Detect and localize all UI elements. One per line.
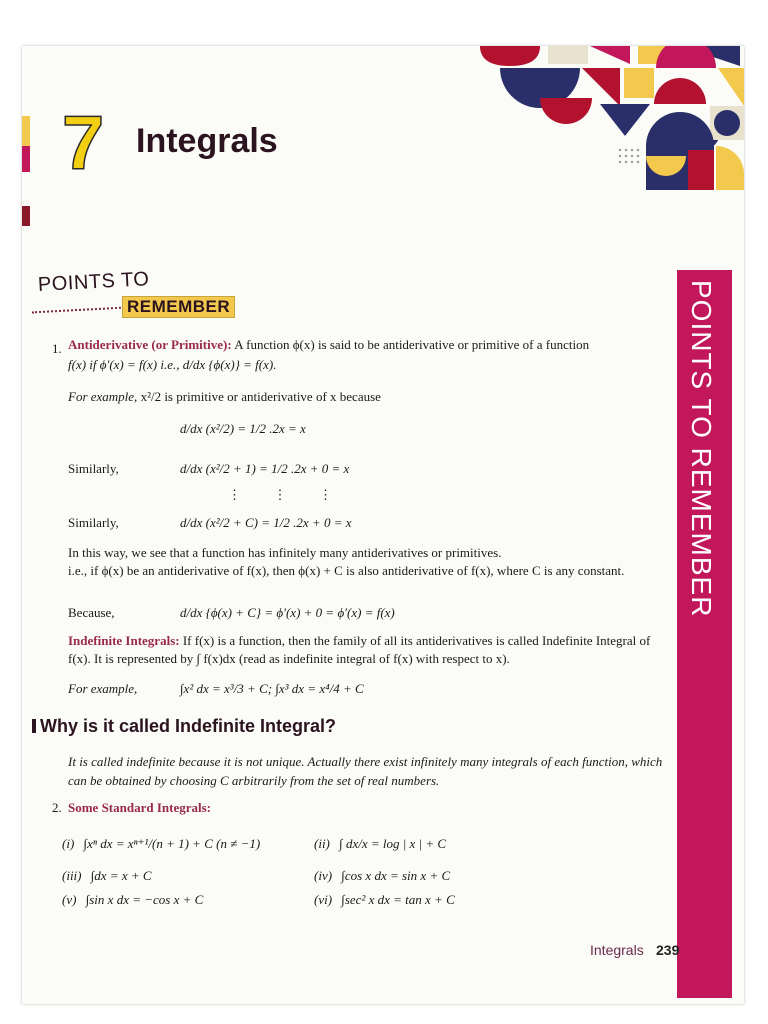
page-number: 239 bbox=[656, 942, 680, 958]
similarly-label-1: Similarly, bbox=[68, 461, 119, 476]
formula-expression: ∫sec² x dx = tan x + C bbox=[341, 892, 455, 907]
formula-label: (i) bbox=[62, 836, 75, 851]
infinite-antiderivatives-text: In this way, we see that a function has infinitely many antiderivatives or primitives. bbox=[68, 545, 502, 560]
edge-color-strip bbox=[22, 106, 30, 256]
example-label: For example, bbox=[68, 389, 138, 404]
footer-chapter-label: Integrals bbox=[590, 942, 644, 958]
because-label: Because, bbox=[68, 605, 115, 620]
item1-number: 1. bbox=[52, 341, 62, 356]
example2-label: For example, bbox=[68, 681, 138, 696]
formula-label: (iv) bbox=[314, 868, 333, 883]
antiderivative-definition: f(x) if ϕ′(x) = f(x) i.e., d/dx {ϕ(x)} = f(x). bbox=[68, 357, 277, 372]
formula-label: (vi) bbox=[314, 892, 333, 907]
remember-badge: REMEMBER bbox=[122, 296, 235, 318]
ie-text: i.e., if ϕ(x) be an antiderivative of f(x), then ϕ(x) + C is also antiderivative of f(x), where C is any constant. bbox=[68, 563, 625, 578]
why-body: It is called indefinite because it is not unique. Actually there exist infinitely many integrals of each function, which can be obtained by choosing C arbitrarily from the set of real numbers. bbox=[68, 754, 663, 788]
formula-expression: ∫dx = x + C bbox=[90, 868, 152, 883]
formula-expression: ∫cos x dx = sin x + C bbox=[341, 868, 451, 883]
equation-2: d/dx (x²/2 + 1) = 1/2 .2x + 0 = x bbox=[180, 461, 350, 476]
why-heading bbox=[32, 716, 336, 737]
formula-item bbox=[62, 868, 152, 884]
formula-expression: ∫ dx/x = log | x | + C bbox=[339, 836, 447, 851]
why-bullet-icon bbox=[32, 719, 36, 733]
formula-label: (v) bbox=[62, 892, 77, 907]
formula-item bbox=[62, 892, 203, 908]
indefinite-heading: Indefinite Integrals: bbox=[68, 633, 180, 648]
textbook-page bbox=[22, 46, 744, 1004]
formula-item bbox=[62, 836, 260, 852]
geometric-decoration bbox=[470, 46, 744, 194]
antiderivative-heading: Antiderivative (or Primitive): bbox=[68, 337, 232, 352]
indefinite-text: If f(x) is a function, then the family of all its antiderivatives is called Indefinite Integral of f(x). It is represented by ∫ f(x)dx (read as indefinite integral of f(x) with respect to x). bbox=[68, 633, 651, 666]
vertical-dots: ⋮ ⋮ ⋮ bbox=[228, 487, 332, 502]
formula-item bbox=[314, 836, 446, 852]
similarly-label-2: Similarly, bbox=[68, 515, 119, 530]
equation-1: d/dx (x²/2) = 1/2 .2x = x bbox=[180, 421, 306, 436]
points-to-heading: POINTS TO bbox=[37, 268, 150, 296]
formula-label: (iii) bbox=[62, 868, 82, 883]
equation-3: d/dx (x²/2 + C) = 1/2 .2x + 0 = x bbox=[180, 515, 352, 530]
chapter-number: 7 bbox=[62, 101, 103, 186]
example-text: x²/2 is primitive or antiderivative of x because bbox=[140, 389, 381, 404]
why-title: Why is it called Indefinite Integral? bbox=[40, 716, 337, 736]
antiderivative-text: A function ϕ(x) is said to be antiderivative or primitive of a function bbox=[234, 337, 590, 352]
item2-number: 2. bbox=[52, 800, 62, 815]
formula-expression: ∫sin x dx = −cos x + C bbox=[85, 892, 204, 907]
formula-expression: ∫xⁿ dx = xⁿ⁺¹/(n + 1) + C (n ≠ −1) bbox=[83, 836, 261, 851]
formula-label: (ii) bbox=[314, 836, 330, 851]
chapter-title: Integrals bbox=[136, 122, 278, 160]
standard-integrals-heading: Some Standard Integrals: bbox=[68, 800, 212, 815]
formula-item bbox=[314, 892, 455, 908]
example2-equation: ∫x² dx = x³/3 + C; ∫x³ dx = x⁴/4 + C bbox=[180, 681, 364, 696]
formula-item bbox=[314, 868, 450, 884]
because-equation: d/dx {ϕ(x) + C} = ϕ′(x) + 0 = ϕ′(x) = f(x) bbox=[180, 605, 395, 620]
side-label: POINTS TO REMEMBER bbox=[686, 280, 717, 618]
dotted-underline bbox=[32, 307, 124, 314]
